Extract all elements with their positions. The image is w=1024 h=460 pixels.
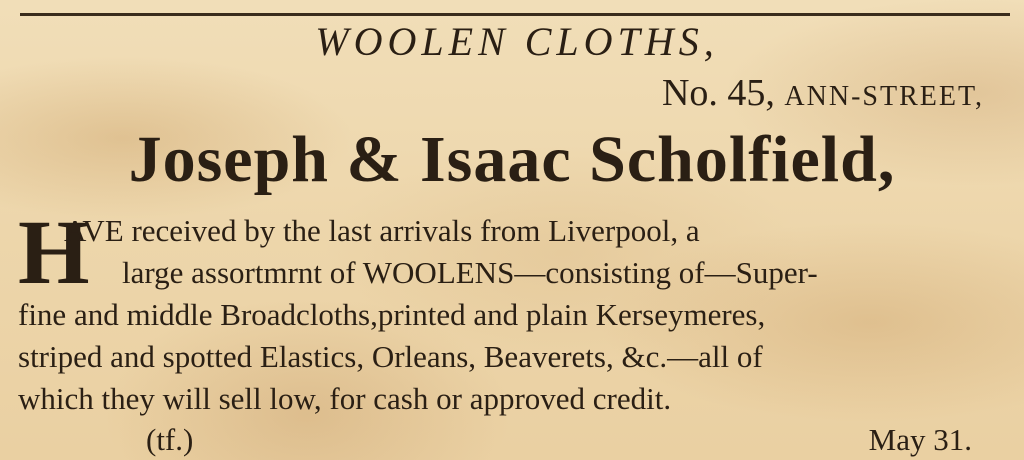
street-name: ANN-STREET, (784, 81, 984, 112)
footer-note: (tf.) (146, 422, 194, 457)
address-line (662, 70, 984, 120)
body-line-5: which they will sell low, for cash or approved credit. (18, 381, 672, 416)
firm-name: Joseph & Isaac Scholfield, (128, 123, 896, 196)
street-number: No. 45, (661, 72, 775, 114)
body-line-1: AVE received by the last arrivals from Liverpool, a (64, 213, 700, 248)
body-line-2: large assortmrnt of WOOLENS—consisting of—Super- (122, 255, 818, 290)
top-rule (20, 13, 1010, 16)
body-line-4: striped and spotted Elastics, Orleans, Beaverets, &c.—all of (18, 339, 763, 374)
footer-date: May 31. (868, 422, 972, 457)
ad-heading: WOOLEN CLOTHS, (315, 19, 719, 64)
drop-cap: H (18, 201, 90, 303)
body-line-3: fine and middle Broadcloths,printed and plain Kerseymeres, (18, 297, 766, 332)
